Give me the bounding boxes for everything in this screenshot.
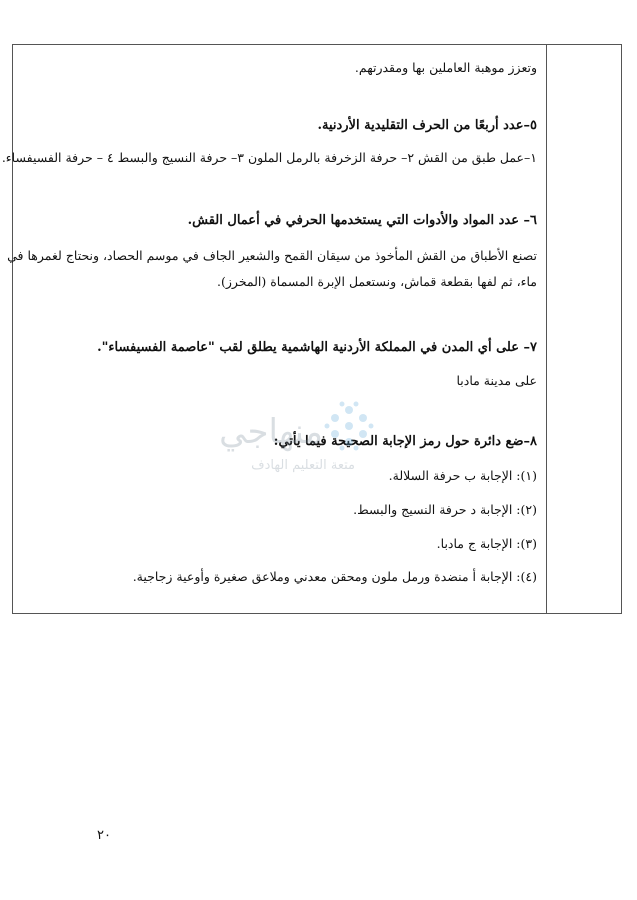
answer-cell — [1, 45, 543, 613]
text-line-intro-end: وتعزز موهبة العاملين بها ومقدرتهم. — [354, 60, 537, 75]
answer-8-item-4: (٤): الإجابة أ منضدة ورمل ملون ومحقن معدني وملاعق صغيرة وأوعية زجاجية. — [132, 569, 537, 584]
question-6: ٦– عدد المواد والأدوات التي يستخدمها الحرفي في أعمال القش. — [187, 213, 537, 228]
answer-8-item-1: (١): الإجابة ب حرفة السلالة. — [388, 468, 537, 483]
table-column-divider — [546, 45, 547, 613]
answer-table — [1, 44, 622, 614]
answer-8-item-3: (٣): الإجابة ج مادبا. — [436, 536, 537, 551]
answer-6-line-1: تصنع الأطباق من القش المأخوذ من سيقان القمح والشعير الجاف في موسم الحصاد، ونحتاج لغمرها في — [7, 248, 537, 263]
answer-5: ١–عمل طبق من القش ٢– حرفة الزخرفة بالرمل الملون ٣– حرفة النسيج والبسط ٤ – حرفة الفسيفساء. — [1, 150, 537, 165]
answer-7: على مدينة مادبا — [456, 373, 537, 388]
question-7: ٧– على أي المدن في المملكة الأردنية الهاشمية يطلق لقب "عاصمة الفسيفساء". — [97, 340, 537, 355]
question-8: ٨–ضع دائرة حول رمز الإجابة الصحيحة فيما يأتي: — [273, 434, 537, 449]
question-5: ٥–عدد أربعًا من الحرف التقليدية الأردنية. — [317, 118, 537, 133]
page-number: ٢٠ — [97, 828, 111, 843]
watermark-subtitle: متعة التعليم الهادف — [251, 458, 355, 473]
answer-6-line-2: ماء، ثم لفها بقطعة قماش، ونستعمل الإبرة المسماة (المخرز). — [217, 274, 537, 289]
answer-8-item-2: (٢): الإجابة د حرفة النسيج والبسط. — [353, 502, 537, 517]
watermark-title: منهاجي — [219, 412, 323, 452]
